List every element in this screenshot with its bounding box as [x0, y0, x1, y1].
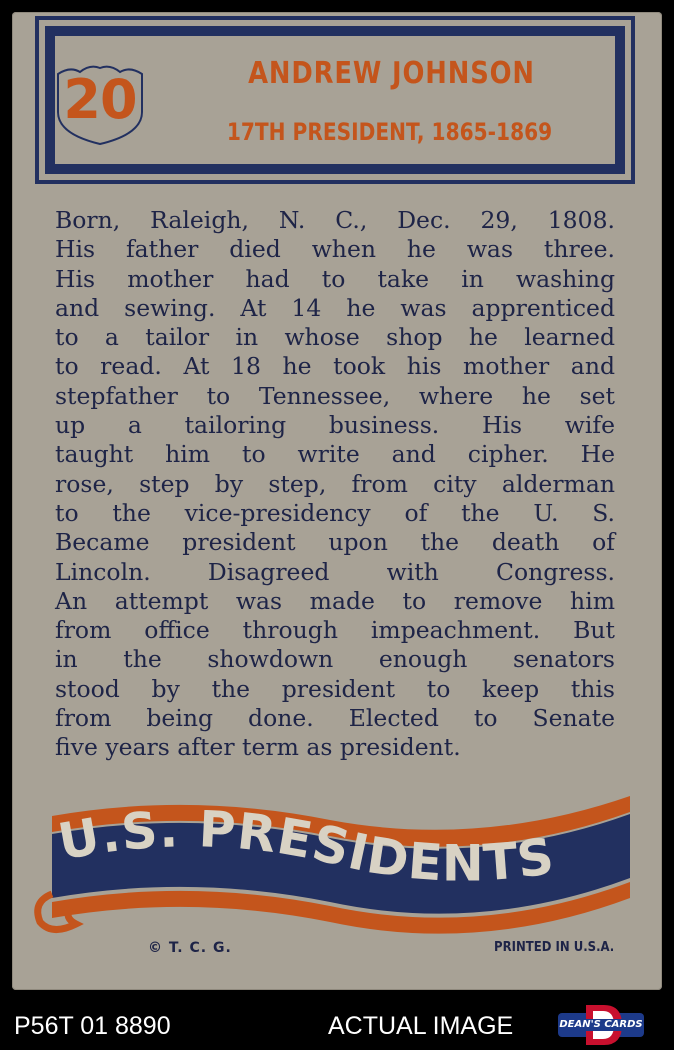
actual-image-label: ACTUAL IMAGE	[328, 1012, 514, 1040]
bio-line: to a tailor in whose shop he learned	[55, 323, 615, 352]
bio-line: Born, Raleigh, N. C., Dec. 29, 1808.	[55, 206, 615, 234]
svg-text:U.S. PRESIDENTS	[54, 810, 558, 892]
logo-text: DEAN'S CARDS	[559, 1019, 643, 1030]
bio-line: His father died when he was three.	[55, 235, 615, 264]
banner-title	[52, 810, 642, 900]
bio-line: rose, step by step, from city alderman	[55, 469, 615, 498]
bio-line: from being done. Elected to Senate	[55, 704, 615, 733]
bio-line: stood by the president to keep this	[55, 674, 615, 703]
bio-line: stepfather to Tennessee, where he set	[55, 381, 615, 410]
bio-line: to the vice-presidency of the U. S.	[55, 498, 615, 527]
bio-line: An attempt was made to remove him	[55, 586, 615, 615]
president-subtitle: 17TH PRESIDENT, 1865-1869	[226, 118, 553, 146]
printed-in: PRINTED IN U.S.A.	[494, 940, 615, 955]
trading-card-back	[12, 12, 662, 990]
president-name: ANDREW JOHNSON	[248, 56, 535, 91]
item-code: P56T 01 8890	[14, 1012, 171, 1040]
banner-text: U.S. PRESIDENTS	[53, 810, 559, 893]
copyright: © T. C. G.	[148, 940, 232, 956]
biography-text	[55, 206, 615, 763]
bio-line: and sewing. At 14 he was apprenticed	[55, 293, 615, 322]
bio-line: Lincoln. Disagreed with Congress.	[55, 557, 615, 586]
bio-line: His mother had to take in washing	[55, 264, 615, 293]
bio-line: up a tailoring business. His wife	[55, 411, 615, 440]
bio-line: Became president upon the death of	[55, 528, 615, 557]
bio-line: to read. At 18 he took his mother and	[55, 352, 615, 381]
bio-line: from office through impeachment. But	[55, 616, 615, 645]
bio-line: in the showdown enough senators	[55, 645, 615, 674]
card-number: 20	[63, 68, 137, 131]
listing-footer	[0, 1000, 674, 1050]
bio-line: taught him to write and cipher. He	[55, 440, 615, 469]
bio-line: five years after term as president.	[55, 733, 461, 762]
